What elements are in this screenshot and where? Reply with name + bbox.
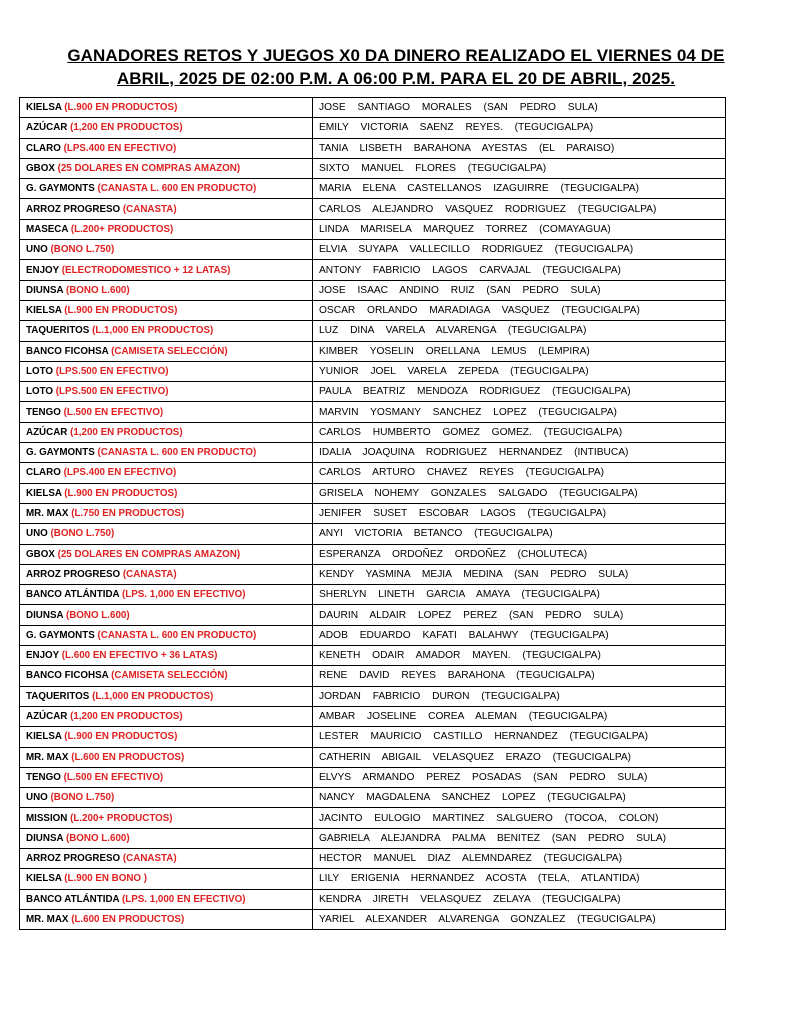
winner-name: YUNIOR JOEL VARELA ZEPEDA (TEGUCIGALPA) <box>319 366 589 377</box>
sponsor-name: MASECA <box>26 223 69 235</box>
table-row <box>20 544 726 564</box>
sponsor-name: AZÚCAR <box>26 426 68 438</box>
winners-table <box>19 97 726 930</box>
prize-label: (CANASTA) <box>122 203 177 215</box>
winner-name: ANYI VICTORIA BETANCO (TEGUCIGALPA) <box>319 528 553 540</box>
winner-cell <box>313 463 726 483</box>
prize-label: (L.200+ PRODUCTOS) <box>70 812 173 824</box>
winner-name: EMILY VICTORIA SAENZ REYES. (TEGUCIGALPA) <box>319 122 594 134</box>
prize-label: (CANASTA) <box>122 568 177 580</box>
winner-name: MARVIN YOSMANY SANCHEZ LOPEZ (TEGUCIGALPA) <box>319 406 617 418</box>
winner-cell <box>313 483 726 503</box>
winner-cell <box>313 443 726 463</box>
sponsor-name: CLARO <box>26 142 61 154</box>
winner-name: CATHERIN ABIGAIL VELASQUEZ ERAZO (TEGUCIGALPA) <box>319 751 632 763</box>
winner-name: AMBAR JOSELINE COREA ALEMAN (TEGUCIGALPA) <box>319 711 608 723</box>
winner-cell <box>313 564 726 584</box>
prize-label: (LPS.500 EN EFECTIVO) <box>55 366 169 377</box>
prize-label: (L.900 EN PRODUCTOS) <box>64 731 178 743</box>
prize-label: (CANASTA L. 600 EN PRODUCTO) <box>97 447 257 459</box>
winner-cell <box>313 98 726 118</box>
sponsor-name: G. GAYMONTS <box>26 447 95 459</box>
prize-label: (L.900 EN PRODUCTOS) <box>64 305 178 317</box>
winner-name: ELVIA SUYAPA VALLECILLO RODRIGUEZ (TEGUCIGALPA) <box>319 244 634 256</box>
winner-cell <box>313 361 726 381</box>
sponsor-cell <box>20 341 313 361</box>
sponsor-name: ENJOY <box>26 264 60 276</box>
sponsor-cell <box>20 503 313 523</box>
sponsor-cell <box>20 98 313 118</box>
prize-label: (BONO L.750) <box>50 528 115 540</box>
winner-name: JACINTO EULOGIO MARTINEZ SALGUERO (TOCOA, COLON) <box>319 812 659 824</box>
table-row <box>20 747 726 767</box>
sponsor-cell <box>20 585 313 605</box>
sponsor-name: ARROZ PROGRESO <box>26 568 121 580</box>
winner-name: KIMBER YOSELIN ORELLANA LEMUS (LEMPIRA) <box>319 345 590 357</box>
winner-cell <box>313 666 726 686</box>
winner-name: PAULA BEATRIZ MENDOZA RODRIGUEZ (TEGUCIGALPA) <box>319 386 631 398</box>
winner-cell <box>313 747 726 767</box>
table-row <box>20 686 726 706</box>
winner-cell <box>313 179 726 199</box>
prize-label: (L.900 EN PRODUCTOS) <box>64 102 178 114</box>
table-row <box>20 564 726 584</box>
winner-cell <box>313 544 726 564</box>
sponsor-cell <box>20 808 313 828</box>
winner-name: ELVYS ARMANDO PEREZ POSADAS (SAN PEDRO SULA) <box>319 771 648 783</box>
winner-name: YARIEL ALEXANDER ALVARENGA GONZALEZ (TEGUCIGALPA) <box>319 914 656 926</box>
winner-cell <box>313 767 726 787</box>
table-row <box>20 382 726 402</box>
winner-cell <box>313 686 726 706</box>
sponsor-cell <box>20 767 313 787</box>
sponsor-name: DIUNSA <box>26 284 64 296</box>
winner-name: DAURIN ALDAIR LOPEZ PEREZ (SAN PEDRO SULA) <box>319 609 624 621</box>
page-title: GANADORES RETOS Y JUEGOS X0 DA DINERO REALIZADO EL VIERNES 04 DE ABRIL, 2025 DE 02:00 P.M. A 06:00 P.M. PARA EL 20 DE ABRIL, 2025. <box>67 46 725 88</box>
sponsor-name: KIELSA <box>26 102 62 114</box>
winner-cell <box>313 341 726 361</box>
winner-cell <box>313 280 726 300</box>
table-row <box>20 727 726 747</box>
winner-cell <box>313 869 726 889</box>
winner-cell <box>313 402 726 422</box>
sponsor-cell <box>20 382 313 402</box>
prize-label: (1,200 EN PRODUCTOS) <box>70 122 183 134</box>
winner-cell <box>313 219 726 239</box>
winner-name: RENE DAVID REYES BARAHONA (TEGUCIGALPA) <box>319 670 595 682</box>
winner-name: NANCY MAGDALENA SANCHEZ LOPEZ (TEGUCIGALPA) <box>319 792 626 804</box>
winner-cell <box>313 240 726 260</box>
sponsor-cell <box>20 402 313 422</box>
sponsor-cell <box>20 179 313 199</box>
winner-cell <box>313 503 726 523</box>
winner-name: KENDRA JIRETH VELASQUEZ ZELAYA (TEGUCIGALPA) <box>319 893 621 905</box>
table-row <box>20 219 726 239</box>
winner-cell <box>313 300 726 320</box>
sponsor-cell <box>20 828 313 848</box>
table-row <box>20 402 726 422</box>
sponsor-name: UNO <box>26 528 48 540</box>
sponsor-name: G. GAYMONTS <box>26 183 95 195</box>
sponsor-cell <box>20 300 313 320</box>
sponsor-name: MISSION <box>26 812 68 824</box>
table-row <box>20 666 726 686</box>
prize-label: (L.750 EN PRODUCTOS) <box>71 508 185 520</box>
sponsor-name: CLARO <box>26 467 61 479</box>
sponsor-name: LOTO <box>26 386 54 398</box>
prize-label: (LPS. 1,000 EN EFECTIVO) <box>121 589 246 601</box>
winner-name: ADOB EDUARDO KAFATI BALAHWY (TEGUCIGALPA) <box>319 629 609 641</box>
prize-label: (L.900 EN BONO ) <box>64 873 148 885</box>
sponsor-name: G. GAYMONTS <box>26 629 95 641</box>
sponsor-cell <box>20 605 313 625</box>
winner-name: SHERLYN LINETH GARCIA AMAYA (TEGUCIGALPA) <box>319 589 600 601</box>
sponsor-cell <box>20 443 313 463</box>
winner-cell <box>313 260 726 280</box>
sponsor-name: AZÚCAR <box>26 711 68 723</box>
prize-label: (BONO L.750) <box>50 792 115 804</box>
table-row <box>20 280 726 300</box>
prize-label: (LPS. 1,000 EN EFECTIVO) <box>121 893 246 905</box>
sponsor-name: TAQUERITOS <box>26 325 90 337</box>
table-row <box>20 341 726 361</box>
winner-cell <box>313 828 726 848</box>
winner-name: CARLOS ALEJANDRO VASQUEZ RODRIGUEZ (TEGUCIGALPA) <box>319 203 657 215</box>
table-row <box>20 118 726 138</box>
prize-label: (L.1,000 EN PRODUCTOS) <box>92 690 214 702</box>
prize-label: (BONO L.600) <box>65 609 130 621</box>
sponsor-name: ARROZ PROGRESO <box>26 853 121 865</box>
sponsor-cell <box>20 889 313 909</box>
winner-name: JORDAN FABRICIO DURON (TEGUCIGALPA) <box>319 690 560 702</box>
sponsor-name: MR. MAX <box>26 508 69 520</box>
table-row <box>20 483 726 503</box>
prize-label: (L.500 EN EFECTIVO) <box>63 406 164 418</box>
winner-name: LILY ERIGENIA HERNANDEZ ACOSTA (TELA, ATLANTIDA) <box>319 873 640 885</box>
table-row <box>20 321 726 341</box>
winner-name: JOSE SANTIAGO MORALES (SAN PEDRO SULA) <box>319 102 598 114</box>
prize-label: (LPS.400 EN EFECTIVO) <box>63 142 177 154</box>
table-row <box>20 199 726 219</box>
sponsor-name: TENGO <box>26 406 61 418</box>
prize-label: (BONO L.750) <box>50 244 115 256</box>
sponsor-cell <box>20 686 313 706</box>
sponsor-cell <box>20 848 313 868</box>
winner-name: JOSE ISAAC ANDINO RUIZ (SAN PEDRO SULA) <box>319 284 601 296</box>
sponsor-name: MR. MAX <box>26 751 69 763</box>
winner-cell <box>313 382 726 402</box>
winner-name: KENETH ODAIR AMADOR MAYEN. (TEGUCIGALPA) <box>319 650 601 662</box>
sponsor-name: UNO <box>26 244 48 256</box>
sponsor-name: KIELSA <box>26 731 62 743</box>
sponsor-cell <box>20 260 313 280</box>
winner-cell <box>313 889 726 909</box>
table-row <box>20 179 726 199</box>
sponsor-name: TAQUERITOS <box>26 690 90 702</box>
sponsor-cell <box>20 219 313 239</box>
prize-label: (25 DOLARES EN COMPRAS AMAZON) <box>57 163 241 175</box>
winner-cell <box>313 158 726 178</box>
sponsor-cell <box>20 625 313 645</box>
sponsor-cell <box>20 564 313 584</box>
winner-cell <box>313 585 726 605</box>
table-row <box>20 848 726 868</box>
winner-name: CARLOS ARTURO CHAVEZ REYES (TEGUCIGALPA) <box>319 467 605 479</box>
sponsor-cell <box>20 788 313 808</box>
sponsor-name: KIELSA <box>26 487 62 499</box>
table-row <box>20 767 726 787</box>
winner-name: GABRIELA ALEJANDRA PALMA BENITEZ (SAN PEDRO SULA) <box>319 832 667 844</box>
table-row <box>20 524 726 544</box>
winner-cell <box>313 321 726 341</box>
winner-cell <box>313 199 726 219</box>
sponsor-name: BANCO ATLÁNTIDA <box>26 589 120 601</box>
winner-name: TANIA LISBETH BARAHONA AYESTAS (EL PARAISO) <box>319 142 615 154</box>
table-row <box>20 646 726 666</box>
winner-cell <box>313 118 726 138</box>
sponsor-cell <box>20 422 313 442</box>
prize-label: (L.600 EN EFECTIVO + 36 LATAS) <box>61 650 218 662</box>
sponsor-name: DIUNSA <box>26 832 64 844</box>
sponsor-cell <box>20 524 313 544</box>
table-row <box>20 300 726 320</box>
sponsor-cell <box>20 280 313 300</box>
prize-label: (BONO L.600) <box>65 284 130 296</box>
prize-label: (LPS.500 EN EFECTIVO) <box>55 386 169 398</box>
sponsor-name: MR. MAX <box>26 914 69 926</box>
sponsor-cell <box>20 138 313 158</box>
sponsor-name: GBOX <box>26 548 55 560</box>
table-row <box>20 503 726 523</box>
sponsor-name: BANCO FICOHSA <box>26 670 109 682</box>
prize-label: (CANASTA L. 600 EN PRODUCTO) <box>97 183 257 195</box>
prize-label: (L.600 EN PRODUCTOS) <box>71 914 185 926</box>
winner-name: ESPERANZA ORDOÑEZ ORDOÑEZ (CHOLUTECA) <box>319 548 588 560</box>
winner-cell <box>313 605 726 625</box>
sponsor-cell <box>20 483 313 503</box>
prize-label: (CAMISETA SELECCIÓN) <box>111 345 228 357</box>
table-row <box>20 706 726 726</box>
table-row <box>20 869 726 889</box>
table-row <box>20 98 726 118</box>
prize-label: (1,200 EN PRODUCTOS) <box>70 426 183 438</box>
winner-name: OSCAR ORLANDO MARADIAGA VASQUEZ (TEGUCIGALPA) <box>319 305 640 317</box>
sponsor-name: GBOX <box>26 163 55 175</box>
table-row <box>20 138 726 158</box>
sponsor-cell <box>20 706 313 726</box>
prize-label: (LPS.400 EN EFECTIVO) <box>63 467 177 479</box>
sponsor-name: LOTO <box>26 366 54 377</box>
sponsor-cell <box>20 646 313 666</box>
table-row <box>20 909 726 929</box>
table-row <box>20 240 726 260</box>
winner-cell <box>313 727 726 747</box>
winner-cell <box>313 524 726 544</box>
winner-name: CARLOS HUMBERTO GOMEZ GOMEZ. (TEGUCIGALPA) <box>319 426 623 438</box>
winners-table-body <box>20 98 726 930</box>
winner-cell <box>313 808 726 828</box>
winner-cell <box>313 422 726 442</box>
table-row <box>20 585 726 605</box>
prize-label: (BONO L.600) <box>65 832 130 844</box>
sponsor-name: ARROZ PROGRESO <box>26 203 121 215</box>
winner-cell <box>313 909 726 929</box>
winner-cell <box>313 646 726 666</box>
table-row <box>20 605 726 625</box>
sponsor-cell <box>20 240 313 260</box>
sponsor-cell <box>20 361 313 381</box>
sponsor-name: BANCO ATLÁNTIDA <box>26 893 120 905</box>
winner-name: LINDA MARISELA MARQUEZ TORREZ (COMAYAGUA) <box>319 223 611 235</box>
sponsor-cell <box>20 727 313 747</box>
prize-label: (CAMISETA SELECCIÓN) <box>111 670 228 682</box>
prize-label: (L.600 EN PRODUCTOS) <box>71 751 185 763</box>
winner-name: KENDY YASMINA MEJIA MEDINA (SAN PEDRO SULA) <box>319 568 629 580</box>
sponsor-name: ENJOY <box>26 650 60 662</box>
winner-name: GRISELA NOHEMY GONZALES SALGADO (TEGUCIGALPA) <box>319 487 638 499</box>
winner-name: ANTONY FABRICIO LAGOS CARVAJAL (TEGUCIGALPA) <box>319 264 621 276</box>
winner-name: JENIFER SUSET ESCOBAR LAGOS (TEGUCIGALPA) <box>319 508 606 520</box>
sponsor-cell <box>20 158 313 178</box>
sponsor-name: UNO <box>26 792 48 804</box>
table-row <box>20 808 726 828</box>
winner-name: MARIA ELENA CASTELLANOS IZAGUIRRE (TEGUCIGALPA) <box>319 183 639 195</box>
prize-label: (L.500 EN EFECTIVO) <box>63 771 164 783</box>
table-row <box>20 443 726 463</box>
table-row <box>20 361 726 381</box>
sponsor-cell <box>20 544 313 564</box>
prize-label: (L.900 EN PRODUCTOS) <box>64 487 178 499</box>
sponsor-cell <box>20 666 313 686</box>
winner-name: IDALIA JOAQUINA RODRIGUEZ HERNANDEZ (INTIBUCA) <box>319 447 629 459</box>
winner-name: LESTER MAURICIO CASTILLO HERNANDEZ (TEGUCIGALPA) <box>319 731 649 743</box>
sponsor-cell <box>20 199 313 219</box>
table-row <box>20 788 726 808</box>
sponsor-name: BANCO FICOHSA <box>26 345 109 357</box>
table-row <box>20 889 726 909</box>
winner-cell <box>313 848 726 868</box>
sponsor-name: KIELSA <box>26 873 62 885</box>
winner-cell <box>313 788 726 808</box>
sponsor-cell <box>20 118 313 138</box>
winner-cell <box>313 138 726 158</box>
table-row <box>20 463 726 483</box>
sponsor-name: KIELSA <box>26 305 62 317</box>
winner-name: LUZ DINA VARELA ALVARENGA (TEGUCIGALPA) <box>319 325 587 337</box>
prize-label: (CANASTA) <box>122 853 177 865</box>
prize-label: (ELECTRODOMESTICO + 12 LATAS) <box>61 264 231 276</box>
winner-name: SIXTO MANUEL FLORES (TEGUCIGALPA) <box>319 163 547 175</box>
sponsor-cell <box>20 321 313 341</box>
table-row <box>20 828 726 848</box>
table-row <box>20 260 726 280</box>
prize-label: (L.1,000 EN PRODUCTOS) <box>92 325 214 337</box>
sponsor-name: DIUNSA <box>26 609 64 621</box>
winner-cell <box>313 706 726 726</box>
prize-label: (25 DOLARES EN COMPRAS AMAZON) <box>57 548 241 560</box>
prize-label: (CANASTA L. 600 EN PRODUCTO) <box>97 629 257 641</box>
prize-label: (L.200+ PRODUCTOS) <box>70 223 174 235</box>
sponsor-cell <box>20 909 313 929</box>
sponsor-name: AZÚCAR <box>26 122 68 134</box>
sponsor-cell <box>20 747 313 767</box>
table-row <box>20 625 726 645</box>
sponsor-name: TENGO <box>26 771 61 783</box>
sponsor-cell <box>20 869 313 889</box>
sponsor-cell <box>20 463 313 483</box>
winner-name: HECTOR MANUEL DIAZ ALEMNDAREZ (TEGUCIGALPA) <box>319 853 622 865</box>
table-row <box>20 158 726 178</box>
table-row <box>20 422 726 442</box>
winner-cell <box>313 625 726 645</box>
prize-label: (1,200 EN PRODUCTOS) <box>70 711 183 723</box>
